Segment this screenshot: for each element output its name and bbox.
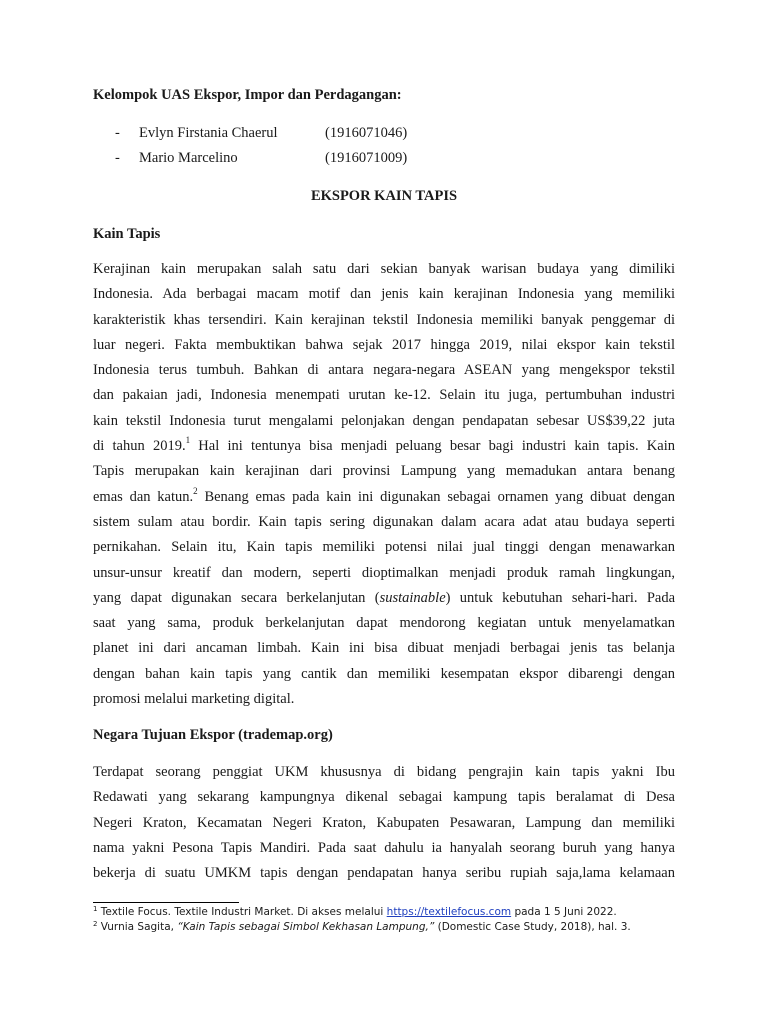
footnote-title: “Kain Tapis sebagai Simbol Kekhasan Lampung,” <box>177 921 435 933</box>
footnote-text: (Domestic Case Study, 2018), hal. 3. <box>434 921 631 933</box>
text-line <box>93 485 675 510</box>
footnote-1 <box>93 905 693 920</box>
list-dash: - <box>115 125 120 141</box>
paragraph-negara-tujuan <box>93 760 675 886</box>
text-line: Terdapat seorang penggiat UKM khususnya di bidang pengrajin kain tapis yakni Ibu <box>93 764 675 780</box>
list-dash: - <box>115 150 120 166</box>
text-run: yang dapat digunakan secara berkelanjutan ( <box>93 589 380 606</box>
text-line: promosi melalui marketing digital. <box>93 691 295 708</box>
text-run: Benang emas pada kain ini digunakan sebagai ornamen yang dibuat dengan <box>197 488 675 505</box>
footnote-text: Vurnia Sagita, <box>97 921 178 933</box>
member-name: Evlyn Firstania Chaerul <box>139 125 278 141</box>
text-line: Redawati yang sekarang kampungnya dikenal sebagai kampung tapis beralamat di Desa <box>93 789 675 806</box>
document-title: EKSPOR KAIN TAPIS <box>310 188 458 204</box>
text-line: kain tekstil Indonesia turut mengalami pelonjakan dengan pendapatan sebesar US$39,22 juta <box>93 412 675 429</box>
footnote-ref-1[interactable]: 1 <box>185 435 191 446</box>
text-line: dan pakaian jadi, Indonesia menempati urutan ke-12. Selain itu juga, pertumbuhan industri <box>93 387 675 404</box>
footnote-text: Textile Focus. Textile Industri Market. Di akses melalui <box>97 906 387 918</box>
text-run: Hal ini tentunya bisa menjadi peluang besar bagi industri kain tapis. Kain <box>190 438 675 455</box>
text-line: planet ini dari ancaman limbah. Kain ini bisa dibuat menjadi berbagai jenis tas belanja <box>93 640 675 657</box>
footnotes <box>93 905 693 935</box>
text-line: dengan bahan kain tapis yang cantik dan memiliki kesempatan ekspor dibarengi dengan <box>93 665 675 682</box>
footnote-ref-2[interactable]: 2 <box>193 485 198 496</box>
italic-term: sustainable <box>379 589 446 606</box>
text-run: ) untuk kebutuhan sehari-hari. Pada <box>445 589 676 606</box>
text-line: nama yakni Pesona Tapis Mandiri. Pada saat dahulu ia hanyalah seorang buruh yang hanya <box>93 839 675 856</box>
text-run: di tahun 2019. <box>93 438 186 455</box>
member-id: (1916071046) <box>325 125 408 141</box>
section-heading-kain-tapis: Kain Tapis <box>93 226 161 242</box>
text-line: Kerajinan kain merupakan salah satu dari sekian banyak warisan budaya yang dimiliki <box>93 261 675 277</box>
text-line: bekerja di suatu UMKM tapis dengan pendapatan hanya seribu rupiah saja,lama kelamaan <box>93 865 675 882</box>
footnote-number: 2 <box>93 919 98 928</box>
member-name: Mario Marcelino <box>139 150 238 166</box>
footnote-link[interactable]: https://textilefocus.com <box>386 906 512 918</box>
footnote-text: pada 1 5 Juni 2022. <box>511 906 617 918</box>
paragraph-kain-tapis <box>93 257 675 712</box>
text-line: Tapis merupakan kain kerajinan dari provinsi Lampung yang memadukan antara benang <box>93 463 675 480</box>
footnote-separator <box>93 902 239 903</box>
text-line: sistem sulam atau bordir. Kain tapis sering digunakan dalam acara adat atau budaya seperti <box>93 513 675 530</box>
text-line: luar negeri. Fakta membuktikan bahwa sejak 2017 hingga 2019, nilai ekspor kain tekstil <box>93 336 675 353</box>
text-line: pernikahan. Selain itu, Kain tapis memiliki potensi nilai jual tinggi dengan menawarkan <box>93 539 675 556</box>
member-id: (1916071009) <box>325 150 408 166</box>
text-line: unsur-unsur kreatif dan modern, seperti dioptimalkan menjadi produk ramah lingkungan, <box>93 564 675 581</box>
text-line: Indonesia terus tumbuh. Bahkan di antara negara-negara ASEAN yang mengekspor tekstil <box>93 362 675 379</box>
text-line: Indonesia. Ada berbagai macam motif dan jenis kain kerajinan Indonesia yang memiliki <box>93 286 675 303</box>
text-line: saat yang sama, produk berkelanjutan dapat mendorong kegiatan untuk menyelamatkan <box>93 615 675 632</box>
text-line: Negeri Kraton, Kecamatan Negeri Kraton, Kabupaten Pesawaran, Lampung dan memiliki <box>93 814 675 831</box>
text-run: emas dan katun. <box>93 488 194 505</box>
group-title: Kelompok UAS Ekspor, Impor dan Perdagangan: <box>93 87 402 103</box>
footnote-2 <box>93 920 693 935</box>
text-line <box>93 586 675 611</box>
text-line: karakteristik khas tersendiri. Kain kerajinan tekstil Indonesia memiliki banyak penggemar di <box>93 311 675 328</box>
footnote-number: 1 <box>93 904 98 913</box>
text-line <box>93 434 675 459</box>
section-heading-negara-tujuan: Negara Tujuan Ekspor (trademap.org) <box>93 727 333 743</box>
